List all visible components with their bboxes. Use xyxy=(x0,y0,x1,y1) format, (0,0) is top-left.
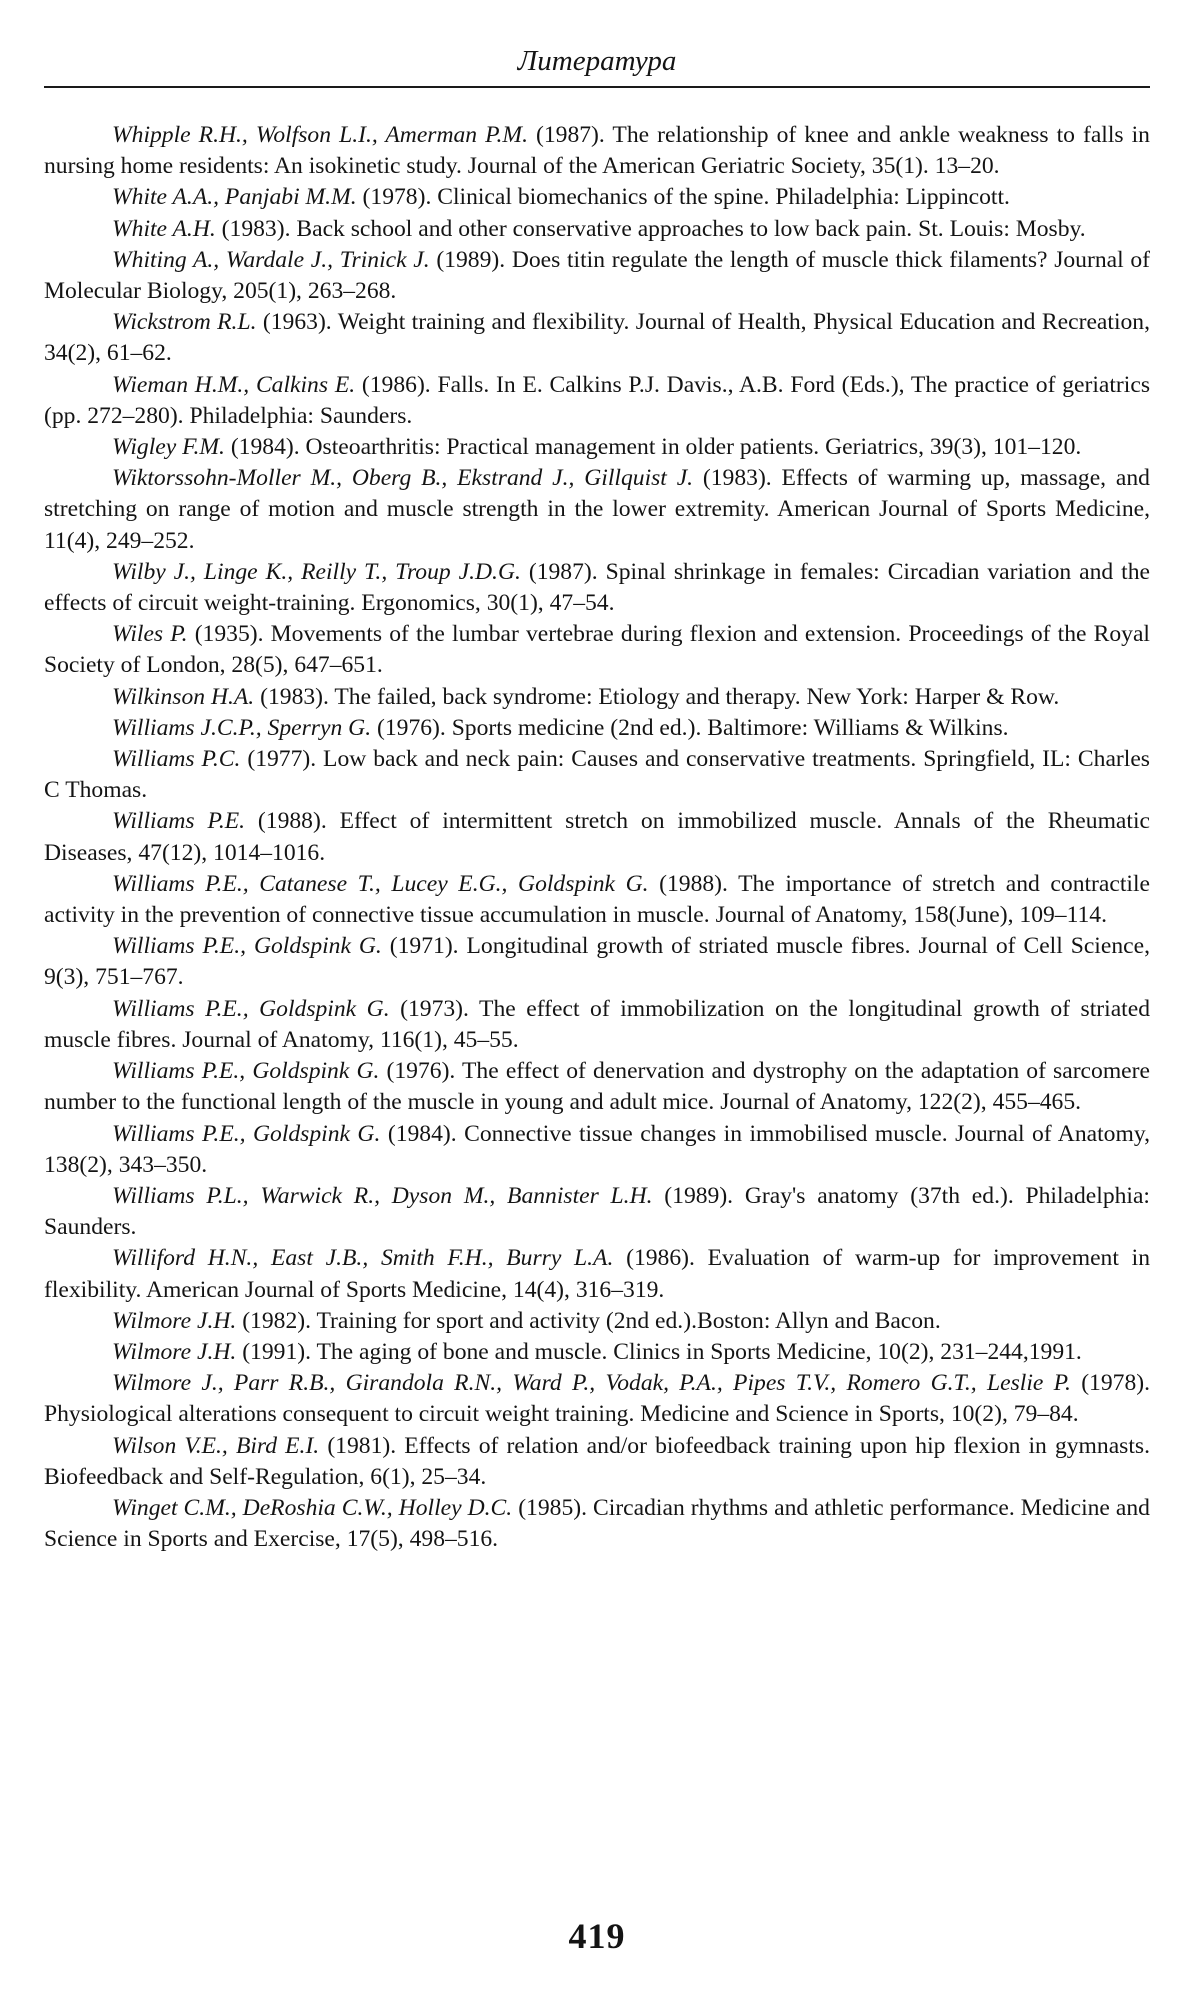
reference-text: (1976). Sports medicine (2nd ed.). Baltimore: Williams & Wilkins. xyxy=(371,715,1008,741)
reference-entry xyxy=(44,1181,1150,1243)
reference-authors: Wiles P. xyxy=(112,621,188,647)
reference-entry xyxy=(44,1337,1150,1368)
reference-authors: Whipple R.H., Wolfson L.I., Amerman P.M. xyxy=(112,122,528,148)
reference-text: (1978). Physiological alterations consequent to circuit weight training. Medicine and Science in Sports, 10(2), 79–84. xyxy=(44,1370,1150,1427)
reference-text: (1985). Circadian rhythms and athletic performance. Medicine and Science in Sports and Exercise, 17(5), 498–516. xyxy=(44,1495,1150,1552)
reference-entry xyxy=(44,1368,1150,1430)
reference-authors: Williams P.E., Goldspink G. xyxy=(112,1121,380,1147)
header-rule xyxy=(44,86,1150,88)
reference-authors: Wigley F.M. xyxy=(112,434,225,460)
reference-text: (1986). Evaluation of warm-up for improvement in flexibility. American Journal of Sports Medicine, 14(4), 316–319. xyxy=(44,1245,1150,1302)
reference-text: (1987). The relationship of knee and ankle weakness to falls in nursing home residents: An isokinetic study. Journal of the American Geriatric Society, 35(1). 13–20. xyxy=(44,122,1150,179)
reference-authors: Wilmore J.H. xyxy=(112,1339,236,1365)
book-page xyxy=(44,0,1150,1990)
reference-text: (1935). Movements of the lumbar vertebrae during flexion and extension. Proceedings of the Royal Society of London, 28(5), 647–651. xyxy=(44,621,1150,678)
reference-text: (1983). Back school and other conservative approaches to low back pain. St. Louis: Mosby. xyxy=(216,216,1086,242)
reference-text: (1973). The effect of immobilization on the longitudinal growth of striated muscle fibres. Journal of Anatomy, 116(1), 45–55. xyxy=(44,996,1150,1053)
reference-entry xyxy=(44,1306,1150,1337)
reference-authors: White A.H. xyxy=(112,216,216,242)
reference-text: (1989). Does titin regulate the length of muscle thick filaments? Journal of Molecular Biology, 205(1), 263–268. xyxy=(44,247,1150,304)
reference-entry xyxy=(44,682,1150,713)
reference-authors: Williford H.N., East J.B., Smith F.H., Burry L.A. xyxy=(112,1245,613,1271)
reference-text: (1991). The aging of bone and muscle. Clinics in Sports Medicine, 10(2), 231–244,1991. xyxy=(236,1339,1082,1365)
reference-authors: Wiktorssohn-Moller M., Oberg B., Ekstrand J., Gillquist J. xyxy=(112,465,693,491)
reference-entry xyxy=(44,1243,1150,1305)
reference-text: (1977). Low back and neck pain: Causes and conservative treatments. Springfield, IL: Charles C Thomas. xyxy=(44,746,1150,803)
reference-text: (1982). Training for sport and activity (2nd ed.).Boston: Allyn and Bacon. xyxy=(236,1308,940,1334)
reference-authors: Williams J.C.P., Sperryn G. xyxy=(112,715,371,741)
reference-text: (1988). Effect of intermittent stretch on immobilized muscle. Annals of the Rheumatic Diseases, 47(12), 1014–1016. xyxy=(44,808,1150,865)
reference-entry xyxy=(44,182,1150,213)
reference-authors: Williams P.C. xyxy=(112,746,240,772)
reference-entry xyxy=(44,1431,1150,1493)
reference-authors: Winget C.M., DeRoshia C.W., Holley D.C. xyxy=(112,1495,512,1521)
reference-text: (1986). Falls. In E. Calkins P.J. Davis., A.B. Ford (Eds.), The practice of geriatrics (pp. 272–280). Philadelphia: Saunders. xyxy=(44,372,1150,429)
reference-text: (1971). Longitudinal growth of striated muscle fibres. Journal of Cell Science, 9(3), 751–767. xyxy=(44,933,1150,990)
reference-entry xyxy=(44,214,1150,245)
reference-authors: Wilby J., Linge K., Reilly T., Troup J.D.G. xyxy=(112,559,521,585)
reference-text: (1988). The importance of stretch and contractile activity in the prevention of connective tissue accumulation in muscle. Journal of Anatomy, 158(June), 109–114. xyxy=(44,871,1150,928)
running-title: Литература xyxy=(44,44,1150,78)
reference-entry xyxy=(44,307,1150,369)
reference-text: (1981). Effects of relation and/or biofeedback training upon hip flexion in gymnasts. Biofeedback and Self-Regulation, 6(1), 25–34. xyxy=(44,1433,1150,1490)
reference-entry xyxy=(44,994,1150,1056)
reference-authors: Wickstrom R.L. xyxy=(112,309,256,335)
reference-text: (1976). The effect of denervation and dystrophy on the adaptation of sarcomere number to the functional length of the muscle in young and adult mice. Journal of Anatomy, 122(2), 455–465. xyxy=(44,1058,1150,1115)
reference-entry xyxy=(44,744,1150,806)
reference-entry xyxy=(44,619,1150,681)
reference-authors: Wilson V.E., Bird E.I. xyxy=(112,1433,319,1459)
reference-entry xyxy=(44,1493,1150,1555)
reference-authors: Whiting A., Wardale J., Trinick J. xyxy=(112,247,430,273)
reference-entry xyxy=(44,557,1150,619)
reference-text: (1984). Osteoarthritis: Practical management in older patients. Geriatrics, 39(3), 101–120. xyxy=(225,434,1081,460)
reference-authors: White A.A., Panjabi M.M. xyxy=(112,184,357,210)
reference-entry xyxy=(44,432,1150,463)
reference-text: (1978). Clinical biomechanics of the spine. Philadelphia: Lippincott. xyxy=(357,184,1010,210)
reference-entry xyxy=(44,806,1150,868)
reference-authors: Williams P.E., Goldspink G. xyxy=(112,1058,379,1084)
reference-entry xyxy=(44,1056,1150,1118)
reference-authors: Wilmore J., Parr R.B., Girandola R.N., Ward P., Vodak, P.A., Pipes T.V., Romero G.T., Leslie P. xyxy=(112,1370,1071,1396)
reference-entry xyxy=(44,869,1150,931)
reference-entry xyxy=(44,1119,1150,1181)
reference-text: (1963). Weight training and flexibility. Journal of Health, Physical Education and Recreation, 34(2), 61–62. xyxy=(44,309,1150,366)
reference-authors: Williams P.L., Warwick R., Dyson M., Bannister L.H. xyxy=(112,1183,653,1209)
reference-entry xyxy=(44,120,1150,182)
reference-entry xyxy=(44,713,1150,744)
reference-entry xyxy=(44,245,1150,307)
reference-text: (1984). Connective tissue changes in immobilised muscle. Journal of Anatomy, 138(2), 343–350. xyxy=(44,1121,1150,1178)
reference-authors: Williams P.E., Goldspink G. xyxy=(112,996,390,1022)
reference-authors: Wieman H.M., Calkins E. xyxy=(112,372,355,398)
reference-text: (1983). Effects of warming up, massage, and stretching on range of motion and muscle strength in the lower extremity. American Journal of Sports Medicine, 11(4), 249–252. xyxy=(44,465,1150,553)
reference-authors: Wilmore J.H. xyxy=(112,1308,236,1334)
reference-text: (1987). Spinal shrinkage in females: Circadian variation and the effects of circuit weight-training. Ergonomics, 30(1), 47–54. xyxy=(44,559,1150,616)
reference-entry xyxy=(44,931,1150,993)
reference-list xyxy=(44,120,1150,1555)
reference-authors: Williams P.E., Goldspink G. xyxy=(112,933,382,959)
reference-text: (1989). Gray's anatomy (37th ed.). Philadelphia: Saunders. xyxy=(44,1183,1150,1240)
reference-authors: Williams P.E. xyxy=(112,808,245,834)
reference-authors: Williams P.E., Catanese T., Lucey E.G., Goldspink G. xyxy=(112,871,649,897)
reference-entry xyxy=(44,370,1150,432)
reference-authors: Wilkinson H.A. xyxy=(112,684,254,710)
reference-text: (1983). The failed, back syndrome: Etiology and therapy. New York: Harper & Row. xyxy=(254,684,1059,710)
page-number: 419 xyxy=(44,1915,1150,1957)
reference-entry xyxy=(44,463,1150,557)
